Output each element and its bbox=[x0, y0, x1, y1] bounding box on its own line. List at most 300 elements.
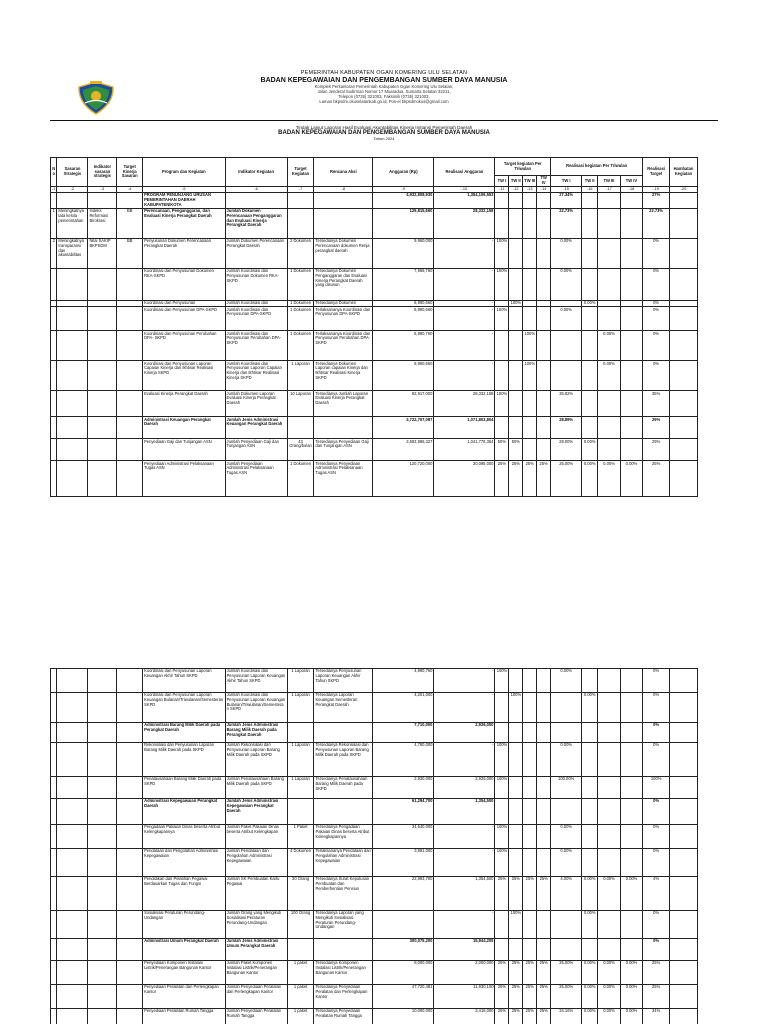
table-cell bbox=[314, 723, 373, 743]
table-cell: 0% bbox=[643, 331, 670, 361]
table-cell: 25.00% bbox=[551, 961, 582, 985]
table-cell bbox=[117, 331, 143, 361]
table-cell: 0% bbox=[643, 669, 670, 693]
table-cell: 0.00% bbox=[582, 911, 598, 939]
table-cell: 100% bbox=[523, 361, 537, 391]
table-cell bbox=[551, 693, 582, 723]
evaluation-table-continued bbox=[50, 668, 698, 1024]
subtitle-line-1: Tindak Lanjut Laporan Hasil Evaluasi Akuntabilitas Kinerja Instansi Pemerintah Daerah bbox=[295, 125, 473, 130]
table-cell bbox=[537, 391, 551, 417]
table-cell bbox=[523, 911, 537, 939]
table-cell bbox=[670, 939, 698, 961]
table-cell: 1 paket bbox=[287, 1009, 314, 1024]
table-cell: Jumlah Koordinasi dan Penyusunan Laporan Keuangan Akhir Tahun SKPD bbox=[225, 669, 287, 693]
table-cell: Jumlah Koordinasi dan Penyusunan Laporan Keuangan Bulanan/Triwulanan/Semesteran SKPD bbox=[225, 693, 287, 723]
table-cell bbox=[620, 361, 643, 391]
table-cell: 100% bbox=[495, 669, 509, 693]
table-cell bbox=[57, 461, 88, 497]
table-cell bbox=[495, 799, 509, 825]
table-cell: 28,332,158 bbox=[434, 391, 495, 417]
table-cell: Administrasi Umum Perangkat Daerah bbox=[143, 939, 225, 961]
table-cell: Administrasi Barang Milik Daerah pada Perangkat Daerah bbox=[143, 723, 225, 743]
table-cell: 2,000,000 bbox=[434, 961, 495, 985]
letterhead-web: Laman bkpsdm.okuselatankab.go.id, Pos-el bkpsdmokus@gmail.com bbox=[319, 99, 449, 104]
table-cell: 43 Orang/bulan bbox=[287, 439, 314, 461]
table-cell bbox=[670, 777, 698, 799]
table-cell: 0.00% bbox=[582, 877, 598, 911]
table-cell bbox=[57, 693, 88, 723]
table-cell: Tersedianya Dokumen bbox=[314, 300, 373, 306]
table-cell bbox=[537, 268, 551, 300]
table-cell bbox=[509, 208, 523, 238]
table-cell bbox=[670, 439, 698, 461]
table-cell bbox=[523, 192, 537, 208]
table-cell: 30 Orang bbox=[287, 877, 314, 911]
table-cell bbox=[88, 743, 117, 777]
table-row bbox=[51, 825, 698, 849]
col-no: No bbox=[51, 158, 57, 187]
column-index-16: -16 bbox=[582, 186, 598, 192]
table-cell: Jumlah Jenis Administrasi Umum Perangkat Daerah bbox=[225, 939, 287, 961]
table-cell bbox=[537, 743, 551, 777]
table-cell bbox=[117, 439, 143, 461]
table-cell: 1 paket bbox=[287, 985, 314, 1009]
table-cell: 28.89% bbox=[551, 417, 582, 439]
table-cell bbox=[509, 849, 523, 877]
table-cell: 25% bbox=[495, 1009, 509, 1024]
table-cell: 25% bbox=[523, 961, 537, 985]
table-cell bbox=[509, 391, 523, 417]
table-cell: Jumlah Penyediaan Administrasi Pelaksanaan Tugas ASN bbox=[225, 461, 287, 497]
table-cell: Jumlah Penyediaan Gaji dan Tunjangan ASN bbox=[225, 439, 287, 461]
table-cell bbox=[670, 693, 698, 723]
table-cell: 5,990,660 bbox=[373, 307, 434, 331]
table-cell bbox=[88, 331, 117, 361]
table-cell: 1 Paket bbox=[287, 825, 314, 849]
table-cell bbox=[88, 777, 117, 799]
table-cell: 4,780,000 bbox=[373, 743, 434, 777]
table-cell bbox=[620, 268, 643, 300]
table-row bbox=[51, 268, 698, 300]
table-cell: 100 Orang bbox=[287, 911, 314, 939]
table-cell: 100% bbox=[495, 238, 509, 268]
table-cell bbox=[523, 439, 537, 461]
table-cell: Nilai SAKIP BKPSDM bbox=[88, 238, 117, 268]
table-cell: Tersedianya Penatausahaan Barang Milik Daerah pada SKPD bbox=[314, 777, 373, 799]
table-cell bbox=[551, 911, 582, 939]
column-index-14: -14 bbox=[537, 186, 551, 192]
table-cell: Terlaksananya Pendataan dan Pengolahan Administrasi Kepegawaian bbox=[314, 849, 373, 877]
table-cell: Tersedianya Laporan yang Mengikuti Sosialisasi Peraturan Perundang-Undangan bbox=[314, 911, 373, 939]
table-cell: 0% bbox=[643, 238, 670, 268]
letterhead-address-2: Jalan Jenderal Sudirman Nomor 17 Muaradua, Sumatra Selatan 32211, bbox=[317, 89, 451, 94]
table-cell bbox=[57, 799, 88, 825]
table-cell bbox=[117, 268, 143, 300]
table-cell bbox=[582, 799, 598, 825]
table-cell bbox=[509, 939, 523, 961]
table-cell bbox=[495, 693, 509, 723]
table-cell: 1,354,500 bbox=[434, 877, 495, 911]
table-cell bbox=[287, 723, 314, 743]
table-cell: 1 Laporan bbox=[287, 777, 314, 799]
col-target-tw1: TW I bbox=[495, 176, 509, 187]
table-row bbox=[51, 911, 698, 939]
table-cell bbox=[582, 331, 598, 361]
table-cell: 10,000,000 bbox=[373, 1009, 434, 1024]
table-cell: Evaluasi Kinerja Perangkat Daerah bbox=[143, 391, 225, 417]
table-cell bbox=[509, 361, 523, 391]
table-cell bbox=[582, 192, 598, 208]
table-cell: 100% bbox=[495, 268, 509, 300]
table-cell bbox=[287, 208, 314, 238]
table-cell: Jumlah Dokumen Perencanaan Perangkat Daerah bbox=[225, 238, 287, 268]
table-cell: 0% bbox=[643, 743, 670, 777]
subtitle-line-2: BADAN KEPEGAWAIAN DAN PENGEMBANGAN SUMBER DAYA MANUSIA bbox=[278, 130, 490, 136]
col-realisasi-tw2: TW II bbox=[582, 176, 598, 187]
table-cell: 61,294,700 bbox=[373, 799, 434, 825]
table-cell bbox=[582, 307, 598, 331]
table-cell: 0% bbox=[643, 268, 670, 300]
table-cell: 2,930,000 bbox=[373, 777, 434, 799]
table-cell: - bbox=[434, 743, 495, 777]
table-cell: 0.00% bbox=[582, 961, 598, 985]
table-cell bbox=[551, 331, 582, 361]
table-cell bbox=[620, 208, 643, 238]
col-rencana-aksi: Rencana Aksi bbox=[314, 158, 373, 187]
table-cell bbox=[620, 825, 642, 849]
table-cell bbox=[57, 723, 88, 743]
table-cell bbox=[620, 391, 643, 417]
table-cell bbox=[57, 961, 88, 985]
table-cell: - bbox=[434, 693, 495, 723]
table-cell bbox=[57, 877, 88, 911]
table-cell: 25% bbox=[523, 877, 537, 911]
col-realisasi-anggaran: Realisasi Anggaran bbox=[434, 158, 495, 187]
table-cell bbox=[523, 268, 537, 300]
table-cell bbox=[523, 693, 537, 723]
table-cell: 25% bbox=[537, 461, 551, 497]
table-cell bbox=[620, 439, 643, 461]
table-cell: 100% bbox=[495, 391, 509, 417]
table-cell bbox=[537, 361, 551, 391]
table-cell: 1 bbox=[51, 208, 57, 238]
column-index-2: -2 bbox=[57, 186, 88, 192]
table-cell: 0.00% bbox=[551, 825, 582, 849]
table-cell bbox=[620, 743, 642, 777]
table-cell bbox=[620, 307, 643, 331]
table-cell bbox=[509, 238, 523, 268]
table-cell bbox=[314, 208, 373, 238]
column-index-18: -18 bbox=[620, 186, 643, 192]
table-cell bbox=[670, 723, 698, 743]
table-cell: 25% bbox=[643, 461, 670, 497]
table-cell: 3,593,986,327 bbox=[373, 439, 434, 461]
table-row bbox=[51, 799, 698, 825]
table-cell bbox=[495, 361, 509, 391]
table-cell bbox=[57, 939, 88, 961]
table-cell bbox=[495, 417, 509, 439]
table-cell: 0.00% bbox=[620, 1009, 642, 1024]
table-cell bbox=[620, 799, 642, 825]
table-cell bbox=[57, 985, 88, 1009]
table-cell bbox=[523, 208, 537, 238]
table-cell bbox=[598, 307, 620, 331]
table-cell bbox=[117, 985, 143, 1009]
table-cell: 1 paket bbox=[287, 961, 314, 985]
table-cell: Administrasi Keuangan Perangkat Daerah bbox=[143, 417, 225, 439]
table-cell bbox=[495, 911, 509, 939]
table-row bbox=[51, 743, 698, 777]
table-cell: Jumlah Jenis Administrasi Barang Milik Daerah pada Perangkat Daerah bbox=[225, 723, 287, 743]
table-cell: Jumlah Penyediaan Peralatan Rumah Tangga bbox=[225, 1009, 287, 1024]
table-cell: Jumlah Dokumen Laporan Evaluasi Kinerja Perangkat Daerah bbox=[225, 391, 287, 417]
table-cell bbox=[620, 849, 642, 877]
table-cell: Jumlah Orang yang Mengikuti Sosialisasi Peraturan Perundang-Undangan bbox=[225, 911, 287, 939]
table-cell: - bbox=[434, 331, 495, 361]
table-cell: 7,710,000 bbox=[373, 723, 434, 743]
evaluation-table-continued-body bbox=[51, 669, 698, 1024]
table-cell bbox=[117, 391, 143, 417]
table-cell: 7,965,760 bbox=[373, 268, 434, 300]
column-index-15: -15 bbox=[551, 186, 582, 192]
table-cell bbox=[670, 961, 698, 985]
table-cell: - bbox=[434, 849, 495, 877]
table-cell: Koordinasi dan Penyusunan Laporan Keuangan Akhir Tahun SKPD bbox=[143, 669, 225, 693]
col-realisasi-tw1: TW I bbox=[551, 176, 582, 187]
table-cell: 25% bbox=[523, 1009, 537, 1024]
table-cell bbox=[523, 849, 537, 877]
table-cell: 25% bbox=[495, 877, 509, 911]
table-cell bbox=[537, 417, 551, 439]
table-cell: Penyediaan Komponen Instalasi Listrik/Penerangan Bangunan Kantor bbox=[143, 961, 225, 985]
col-anggaran: Anggaran (Rp) bbox=[373, 158, 434, 187]
table-cell: 10 Laporan bbox=[287, 391, 314, 417]
table-cell: 1 Dokumen bbox=[287, 331, 314, 361]
table-row bbox=[51, 985, 698, 1009]
column-index-5: -5 bbox=[143, 186, 225, 192]
col-target-triwulan: Target kegiatan Per Triwulan bbox=[495, 158, 551, 176]
table-row bbox=[51, 208, 698, 238]
table-cell: 1,041,778,364 bbox=[434, 439, 495, 461]
column-index-7: -7 bbox=[287, 186, 314, 192]
table-cell bbox=[670, 1009, 698, 1024]
table-cell: 25% bbox=[537, 961, 551, 985]
table-cell: Jumlah SK Pembuatan Kartu Pegawai bbox=[225, 877, 287, 911]
table-cell: 1 Laporan bbox=[287, 743, 314, 777]
table-cell: 11,930,100 bbox=[434, 985, 495, 1009]
table-cell: Meningkatnya transparansi dan akuntabilitas bbox=[57, 238, 88, 268]
table-cell: Pengadaan Pakaian Dinas beserta Atribut Kelengkapannya bbox=[143, 825, 225, 849]
table-cell: 1 Laporan bbox=[287, 693, 314, 723]
table-cell bbox=[537, 911, 551, 939]
table-cell bbox=[117, 669, 143, 693]
table-cell: 0.00% bbox=[620, 985, 642, 1009]
col-hambatan: Hambatan Kegiatan bbox=[670, 158, 698, 187]
table-cell: Jumlah Jenis Administrasi Keuangan Perangkat Daerah bbox=[225, 417, 287, 439]
table-cell bbox=[523, 238, 537, 268]
table-cell: Sosialisasi Peraturan Perundang-Undangan bbox=[143, 911, 225, 939]
table-cell: 1 Dokumen bbox=[287, 307, 314, 331]
table-cell: 129,815,660 bbox=[373, 208, 434, 238]
table-cell bbox=[57, 439, 88, 461]
column-index-8: -8 bbox=[314, 186, 373, 192]
table-cell bbox=[117, 961, 143, 985]
table-cell bbox=[670, 331, 698, 361]
table-cell: 4,201,000 bbox=[373, 693, 434, 723]
table-cell bbox=[620, 777, 642, 799]
table-row bbox=[51, 1009, 698, 1024]
table-cell: 50% bbox=[495, 439, 509, 461]
table-cell bbox=[598, 238, 620, 268]
table-cell bbox=[620, 331, 643, 361]
table-cell: Pendataan dan Pengolahan Administrasi Kepegawaian bbox=[143, 849, 225, 877]
table-cell: Koordinasi dan Penyusunan DPA-SKPD bbox=[143, 307, 225, 331]
table-cell bbox=[509, 723, 523, 743]
column-index-13: -13 bbox=[523, 186, 537, 192]
table-cell bbox=[582, 939, 598, 961]
table-cell bbox=[57, 825, 88, 849]
table-cell: Tersedianya Penyediaan Gaji dan Tunjangan ASN bbox=[314, 439, 373, 461]
column-index-3: -3 bbox=[88, 186, 117, 192]
table-cell: Jumlah Jenis Administrasi Kepegawaian Perangkat Daerah bbox=[225, 799, 287, 825]
table-cell bbox=[117, 461, 143, 497]
table-cell bbox=[670, 417, 698, 439]
table-cell bbox=[117, 911, 143, 939]
table-cell bbox=[598, 693, 620, 723]
table-cell: Terlaksananya Koordinasi dan Penyusunan Perubahan DPA- SKPD bbox=[314, 331, 373, 361]
table-cell: Penatausahaan Barang Milik Daerah pada SKPD bbox=[143, 777, 225, 799]
table-cell bbox=[523, 777, 537, 799]
table-cell: Tersedianya Dokumen Penganggaran dan Evaluasi Kinerja Perangkat Daerah yang disusun bbox=[314, 268, 373, 300]
table-cell: 0% bbox=[643, 693, 670, 723]
table-row bbox=[51, 849, 698, 877]
letterhead-address-1: Komplek Perkantoran Pemerintah Kabupaten Ogan Komering Ulu Selatan, bbox=[314, 84, 454, 89]
table-cell: 0.00% bbox=[598, 877, 620, 911]
table-cell bbox=[523, 669, 537, 693]
table-cell bbox=[670, 307, 698, 331]
letterhead bbox=[0, 70, 768, 104]
table-cell: 25.00% bbox=[551, 461, 582, 497]
table-cell: - bbox=[434, 307, 495, 331]
table-cell: Pendidikan dan Pelatihan Pegawai Berdasarkan Tugas dan Fungsi bbox=[143, 877, 225, 911]
table-cell: - bbox=[434, 911, 495, 939]
table-cell: 25% bbox=[509, 877, 523, 911]
table-cell: 100% bbox=[495, 825, 509, 849]
table-cell bbox=[88, 361, 117, 391]
table-cell bbox=[620, 693, 642, 723]
table-cell: 1 Dokumen bbox=[287, 268, 314, 300]
table-cell: 1 Dokumen bbox=[287, 300, 314, 306]
table-cell bbox=[582, 361, 598, 391]
table-cell: 100% bbox=[510, 300, 522, 306]
table-cell: 25% bbox=[643, 985, 670, 1009]
table-cell bbox=[117, 799, 143, 825]
table-cell: 100% bbox=[523, 331, 537, 361]
table-cell bbox=[537, 939, 551, 961]
table-cell bbox=[598, 825, 620, 849]
table-cell: 0% bbox=[643, 361, 670, 391]
table-cell: 1 Laporan bbox=[287, 361, 314, 391]
column-index-6: -6 bbox=[225, 186, 287, 192]
table-cell: 25% bbox=[523, 461, 537, 497]
column-index-11: -11 bbox=[495, 186, 509, 192]
table-cell: 0% bbox=[643, 939, 670, 961]
table-cell: 1,071,803,804 bbox=[434, 417, 495, 439]
table-cell: 100% bbox=[509, 911, 523, 939]
table-cell bbox=[582, 669, 598, 693]
table-cell: 25.00% bbox=[551, 985, 582, 1009]
table-cell: Jumlah Paket Komponen Instalasi Listrik/Penerangan Bangunan Kantor bbox=[225, 961, 287, 985]
table-cell: 4.00% bbox=[551, 877, 582, 911]
col-indikator-sasaran: Indikator sasaran strategis bbox=[88, 158, 117, 187]
table-cell bbox=[495, 331, 509, 361]
table-cell bbox=[598, 391, 620, 417]
table-cell bbox=[670, 391, 698, 417]
table-cell: 0.00% bbox=[598, 361, 620, 391]
table-cell: 0.00% bbox=[582, 300, 598, 306]
table-cell: 100% bbox=[643, 777, 670, 799]
table-cell bbox=[57, 1009, 88, 1024]
table-cell bbox=[670, 361, 698, 391]
table-cell: 28,332,158 bbox=[434, 208, 495, 238]
table-cell: - bbox=[434, 268, 495, 300]
table-cell: 25% bbox=[509, 1009, 523, 1024]
table-cell bbox=[598, 777, 620, 799]
table-cell: 47,720,481 bbox=[373, 985, 434, 1009]
table-cell: 35.82% bbox=[551, 391, 582, 417]
table-cell bbox=[582, 208, 598, 238]
table-cell: - bbox=[434, 825, 495, 849]
table-cell bbox=[117, 1009, 143, 1024]
col-program: Program dan Kegiatan bbox=[143, 158, 225, 187]
col-target-kinerja: Target Kinerja Sasaran bbox=[117, 158, 143, 187]
table-cell: 120,720,000 bbox=[373, 461, 434, 497]
table-cell bbox=[117, 307, 143, 331]
evaluation-table-body bbox=[51, 192, 698, 496]
table-cell bbox=[57, 192, 88, 208]
table-cell: 34% bbox=[643, 1009, 670, 1024]
table-cell: Jumlah Koordinasi dan Penyusunan Perubahan DPA- SKPD bbox=[225, 331, 287, 361]
table-cell: 22,993,700 bbox=[373, 877, 434, 911]
table-cell: 29% bbox=[643, 439, 670, 461]
table-cell: PROGRAM PENUNJANG URUSAN PEMERINTAHAN DAERAH KABUPATEN/KOTA bbox=[143, 192, 225, 208]
table-cell: 0% bbox=[643, 307, 670, 331]
table-cell bbox=[551, 939, 582, 961]
table-cell bbox=[509, 268, 523, 300]
column-index-4: -4 bbox=[117, 186, 143, 192]
table-cell: Penyediaan Administrasi Pelaksanaan Tugas ASN bbox=[143, 461, 225, 497]
table-cell: Jumlah Koordinasi dan bbox=[225, 300, 287, 306]
table-cell bbox=[582, 723, 598, 743]
table-cell bbox=[57, 361, 88, 391]
col-sasaran: Sasaran Strategis bbox=[57, 158, 88, 187]
table-cell bbox=[495, 208, 509, 238]
table-cell bbox=[287, 192, 314, 208]
table-cell: 2 bbox=[51, 238, 57, 268]
table-cell bbox=[287, 417, 314, 439]
table-cell: 0.00% bbox=[598, 985, 620, 1009]
table-cell: 25% bbox=[643, 961, 670, 985]
table-cell bbox=[537, 777, 551, 799]
table-cell bbox=[57, 307, 88, 331]
table-cell bbox=[88, 849, 117, 877]
table-cell bbox=[670, 669, 698, 693]
column-index-10: -10 bbox=[434, 186, 495, 192]
table-cell bbox=[598, 669, 620, 693]
table-row bbox=[51, 391, 698, 417]
table-cell bbox=[598, 723, 620, 743]
table-cell: 29.00% bbox=[551, 439, 582, 461]
